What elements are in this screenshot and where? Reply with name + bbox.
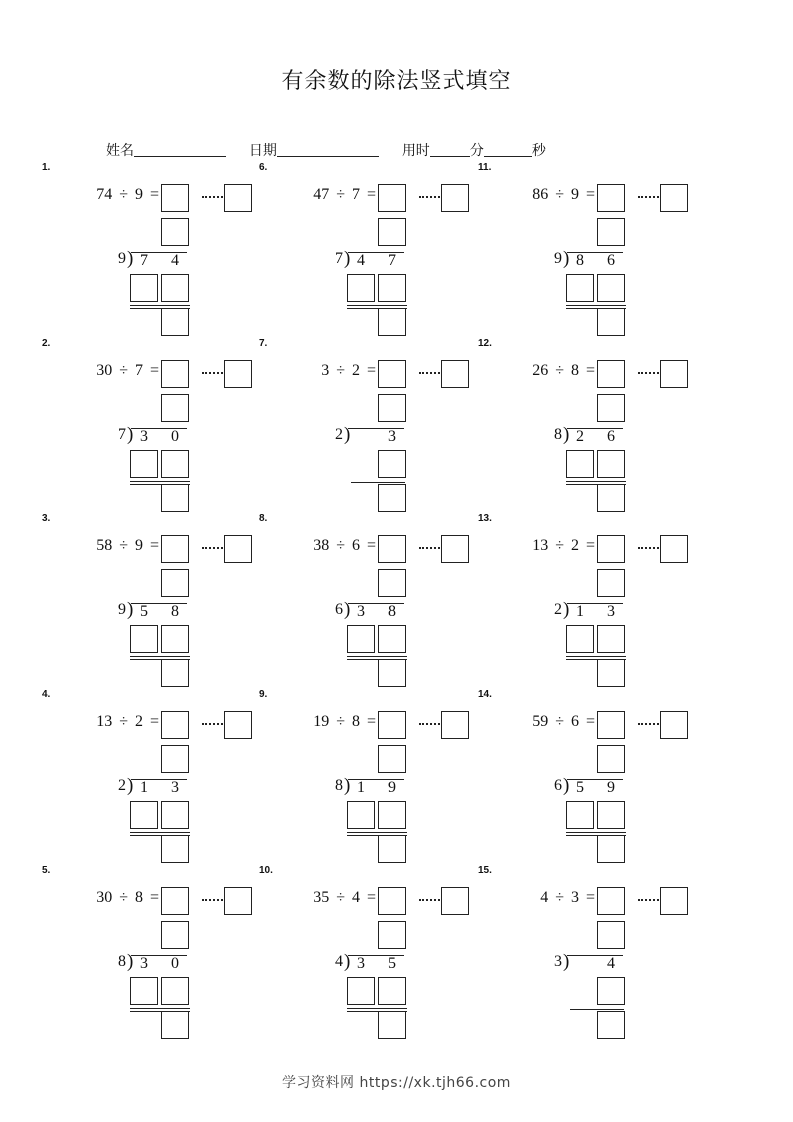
division-bracket: ) xyxy=(127,424,134,445)
remainder-box[interactable] xyxy=(597,1011,625,1039)
dividend: 19 xyxy=(313,713,330,730)
subtraction-line xyxy=(347,656,407,657)
division-expression xyxy=(64,186,159,204)
dividend: 35 xyxy=(313,889,330,906)
remainder-dots xyxy=(638,196,662,198)
subtraction-line xyxy=(130,1008,190,1009)
remainder-box[interactable] xyxy=(378,484,406,512)
product-tens-box[interactable] xyxy=(130,977,158,1005)
divisor: 2 xyxy=(134,713,143,730)
problem-4 xyxy=(42,689,272,859)
product-tens-box[interactable] xyxy=(130,801,158,829)
divisor: 9 xyxy=(134,186,143,203)
product-ones-box[interactable] xyxy=(378,977,406,1005)
division-bracket: ) xyxy=(127,951,134,972)
remainder-box[interactable] xyxy=(161,308,189,336)
product-tens-box[interactable] xyxy=(347,625,375,653)
quotient-answer-box[interactable] xyxy=(597,360,625,388)
dividend-ones-digit: 8 xyxy=(388,603,396,620)
remainder-answer-box[interactable] xyxy=(660,711,688,739)
page-title: 有余数的除法竖式填空 xyxy=(281,69,512,94)
long-division-divisor: 2 xyxy=(335,426,343,443)
product-ones-box[interactable] xyxy=(161,801,189,829)
remainder-answer-box[interactable] xyxy=(224,711,252,739)
problem-5 xyxy=(42,865,272,1035)
dividend: 59 xyxy=(532,713,549,730)
remainder-answer-box[interactable] xyxy=(660,887,688,915)
dividend-ones-digit: 6 xyxy=(607,252,615,269)
problem-number: 6. xyxy=(259,162,268,173)
name-label: 姓名 xyxy=(106,143,134,159)
long-division-divisor: 3 xyxy=(554,953,562,970)
problem-number: 9. xyxy=(259,689,268,700)
divide-sign: ÷ xyxy=(336,362,345,379)
dividend-ones-digit: 3 xyxy=(607,603,615,620)
problem-number: 11. xyxy=(478,162,492,173)
dividend-ones-digit: 3 xyxy=(388,428,396,445)
quotient-answer-box[interactable] xyxy=(378,711,406,739)
second-label: 秒 xyxy=(531,143,546,159)
division-bracket: ) xyxy=(563,775,570,796)
subtraction-line xyxy=(130,656,190,657)
remainder-answer-box[interactable] xyxy=(441,711,469,739)
remainder-answer-box[interactable] xyxy=(660,360,688,388)
divide-sign: ÷ xyxy=(555,713,564,730)
dividend-tens-digit: 1 xyxy=(357,779,365,796)
quotient-box[interactable] xyxy=(597,569,625,597)
quotient-answer-box[interactable] xyxy=(378,535,406,563)
remainder-box[interactable] xyxy=(378,659,406,687)
dividend: 4 xyxy=(540,889,549,906)
divide-sign: ÷ xyxy=(119,362,128,379)
remainder-dots xyxy=(638,723,662,725)
divisor: 9 xyxy=(134,537,143,554)
quotient-box[interactable] xyxy=(161,394,189,422)
equals-sign: = xyxy=(149,713,159,730)
dividend-ones-digit: 9 xyxy=(388,779,396,796)
problem-7 xyxy=(259,338,489,508)
product-tens-box[interactable] xyxy=(347,274,375,302)
division-bracket: ) xyxy=(563,951,570,972)
long-division-divisor: 2 xyxy=(118,777,126,794)
problem-number: 5. xyxy=(42,865,51,876)
divisor: 6 xyxy=(351,537,360,554)
dividend-tens-digit: 7 xyxy=(140,252,148,269)
subtraction-line xyxy=(130,832,190,833)
subtraction-line xyxy=(566,656,626,657)
remainder-dots xyxy=(419,723,443,725)
divide-sign: ÷ xyxy=(119,537,128,554)
division-expression xyxy=(281,186,376,204)
problem-9 xyxy=(259,689,489,859)
problem-12 xyxy=(478,338,708,508)
dividend: 38 xyxy=(313,537,330,554)
quotient-box[interactable] xyxy=(597,745,625,773)
remainder-answer-box[interactable] xyxy=(441,184,469,212)
product-ones-box[interactable] xyxy=(161,977,189,1005)
remainder-box[interactable] xyxy=(597,835,625,863)
dividend-ones-digit: 5 xyxy=(388,955,396,972)
equals-sign: = xyxy=(366,362,376,379)
quotient-box[interactable] xyxy=(597,394,625,422)
problem-13 xyxy=(478,513,708,683)
product-ones-box[interactable] xyxy=(161,625,189,653)
equals-sign: = xyxy=(366,537,376,554)
equals-sign: = xyxy=(149,186,159,203)
remainder-dots xyxy=(202,372,226,374)
subtraction-line xyxy=(347,305,407,306)
division-expression xyxy=(281,713,376,731)
dividend-tens-digit: 5 xyxy=(140,603,148,620)
quotient-box[interactable] xyxy=(597,218,625,246)
subtraction-line xyxy=(351,482,405,483)
dividend-tens-digit: 1 xyxy=(140,779,148,796)
divisor: 8 xyxy=(351,713,360,730)
date-blank[interactable] xyxy=(277,142,379,157)
problem-number: 12. xyxy=(478,338,492,349)
dividend: 30 xyxy=(96,889,113,906)
quotient-box[interactable] xyxy=(378,218,406,246)
dividend-ones-digit: 7 xyxy=(388,252,396,269)
quotient-box[interactable] xyxy=(161,921,189,949)
problem-11 xyxy=(478,162,708,332)
divisor: 7 xyxy=(134,362,143,379)
divisor: 6 xyxy=(570,713,579,730)
quotient-answer-box[interactable] xyxy=(597,887,625,915)
remainder-box[interactable] xyxy=(378,835,406,863)
dividend-tens-digit: 2 xyxy=(576,428,584,445)
remainder-dots xyxy=(202,547,226,549)
equals-sign: = xyxy=(366,889,376,906)
equals-sign: = xyxy=(585,362,595,379)
dividend-tens-digit: 3 xyxy=(357,955,365,972)
dividend: 26 xyxy=(532,362,549,379)
problem-14 xyxy=(478,689,708,859)
remainder-answer-box[interactable] xyxy=(441,535,469,563)
product-tens-box[interactable] xyxy=(566,274,594,302)
remainder-box[interactable] xyxy=(597,659,625,687)
equals-sign: = xyxy=(585,713,595,730)
product-ones-box[interactable] xyxy=(161,450,189,478)
product-ones-box[interactable] xyxy=(597,625,625,653)
long-division-divisor: 9 xyxy=(118,601,126,618)
dividend: 74 xyxy=(96,186,113,203)
remainder-answer-box[interactable] xyxy=(660,535,688,563)
problem-number: 10. xyxy=(259,865,273,876)
quotient-answer-box[interactable] xyxy=(161,711,189,739)
dividend: 3 xyxy=(321,362,330,379)
product-tens-box[interactable] xyxy=(347,801,375,829)
divisor: 8 xyxy=(570,362,579,379)
product-ones-box[interactable] xyxy=(378,450,406,478)
divisor: 8 xyxy=(134,889,143,906)
quotient-box[interactable] xyxy=(378,921,406,949)
quotient-answer-box[interactable] xyxy=(597,535,625,563)
division-expression xyxy=(500,889,595,907)
divisor: 3 xyxy=(570,889,579,906)
remainder-dots xyxy=(638,547,662,549)
remainder-answer-box[interactable] xyxy=(441,887,469,915)
product-tens-box[interactable] xyxy=(566,625,594,653)
divide-sign: ÷ xyxy=(119,889,128,906)
remainder-answer-box[interactable] xyxy=(224,184,252,212)
division-expression xyxy=(281,537,376,555)
quotient-box[interactable] xyxy=(378,569,406,597)
product-tens-box[interactable] xyxy=(566,450,594,478)
date-label: 日期 xyxy=(248,143,277,159)
product-ones-box[interactable] xyxy=(378,801,406,829)
problem-number: 8. xyxy=(259,513,268,524)
division-bracket: ) xyxy=(344,248,351,269)
minute-label: 分 xyxy=(469,143,484,159)
subtraction-line xyxy=(130,481,190,482)
dividend: 58 xyxy=(96,537,113,554)
quotient-box[interactable] xyxy=(161,218,189,246)
division-bracket: ) xyxy=(344,424,351,445)
quotient-answer-box[interactable] xyxy=(378,360,406,388)
quotient-box[interactable] xyxy=(161,569,189,597)
divisor: 2 xyxy=(351,362,360,379)
time-label: 用时 xyxy=(401,143,430,159)
divide-sign: ÷ xyxy=(555,362,564,379)
problem-6 xyxy=(259,162,492,332)
long-division-divisor: 9 xyxy=(554,250,562,267)
division-expression xyxy=(64,889,159,907)
equals-sign: = xyxy=(149,362,159,379)
dividend-ones-digit: 4 xyxy=(171,252,179,269)
division-expression xyxy=(500,713,595,731)
remainder-answer-box[interactable] xyxy=(441,360,469,388)
dividend: 47 xyxy=(313,186,330,203)
divide-sign: ÷ xyxy=(119,186,128,203)
subtraction-line xyxy=(347,832,407,833)
dividend: 13 xyxy=(96,713,113,730)
divisor: 4 xyxy=(351,889,360,906)
remainder-box[interactable] xyxy=(378,308,406,336)
problem-number: 2. xyxy=(42,338,51,349)
dividend-tens-digit: 4 xyxy=(357,252,365,269)
subtraction-line xyxy=(570,1009,624,1010)
dividend: 30 xyxy=(96,362,113,379)
long-division-divisor: 8 xyxy=(118,953,126,970)
product-ones-box[interactable] xyxy=(161,274,189,302)
quotient-box[interactable] xyxy=(378,394,406,422)
division-expression xyxy=(500,362,595,380)
long-division-divisor: 9 xyxy=(118,250,126,267)
problem-number: 3. xyxy=(42,513,51,524)
product-ones-box[interactable] xyxy=(597,801,625,829)
info-line xyxy=(106,140,546,160)
quotient-answer-box[interactable] xyxy=(378,887,406,915)
divide-sign: ÷ xyxy=(336,713,345,730)
divide-sign: ÷ xyxy=(555,186,564,203)
divisor: 7 xyxy=(351,186,360,203)
dividend-ones-digit: 0 xyxy=(171,955,179,972)
problem-number: 14. xyxy=(478,689,492,700)
remainder-dots xyxy=(419,196,443,198)
long-division-divisor: 4 xyxy=(335,953,343,970)
product-ones-box[interactable] xyxy=(378,625,406,653)
equals-sign: = xyxy=(149,537,159,554)
long-division-divisor: 7 xyxy=(118,426,126,443)
dividend-tens-digit: 3 xyxy=(140,428,148,445)
remainder-box[interactable] xyxy=(597,484,625,512)
remainder-box[interactable] xyxy=(161,1011,189,1039)
dividend-ones-digit: 6 xyxy=(607,428,615,445)
divide-sign: ÷ xyxy=(336,889,345,906)
division-bracket: ) xyxy=(127,775,134,796)
quotient-box[interactable] xyxy=(597,921,625,949)
dividend-ones-digit: 9 xyxy=(607,779,615,796)
problem-10 xyxy=(259,865,489,1035)
product-ones-box[interactable] xyxy=(378,274,406,302)
divisor: 2 xyxy=(570,537,579,554)
long-division-divisor: 8 xyxy=(554,426,562,443)
subtraction-line xyxy=(566,481,626,482)
quotient-answer-box[interactable] xyxy=(597,711,625,739)
remainder-answer-box[interactable] xyxy=(660,184,688,212)
time-minutes-blank[interactable] xyxy=(430,142,470,157)
remainder-dots xyxy=(638,899,662,901)
subtraction-line xyxy=(566,832,626,833)
quotient-box[interactable] xyxy=(378,745,406,773)
divisor: 9 xyxy=(570,186,579,203)
remainder-dots xyxy=(202,196,226,198)
division-bracket: ) xyxy=(563,424,570,445)
problem-1 xyxy=(42,162,272,332)
footer-watermark: 学习资料网 https://xk.tjh66.com xyxy=(282,1075,511,1091)
division-bracket: ) xyxy=(344,599,351,620)
dividend-ones-digit: 8 xyxy=(171,603,179,620)
remainder-answer-box[interactable] xyxy=(224,360,252,388)
time-seconds-blank[interactable] xyxy=(484,142,532,157)
remainder-box[interactable] xyxy=(597,308,625,336)
equals-sign: = xyxy=(585,537,595,554)
dividend: 13 xyxy=(532,537,549,554)
long-division-divisor: 2 xyxy=(554,601,562,618)
equals-sign: = xyxy=(585,186,595,203)
dividend-ones-digit: 4 xyxy=(607,955,615,972)
remainder-box[interactable] xyxy=(378,1011,406,1039)
problem-3 xyxy=(42,513,272,683)
product-tens-box[interactable] xyxy=(130,274,158,302)
problem-8 xyxy=(259,513,489,683)
division-expression xyxy=(64,713,159,731)
remainder-dots xyxy=(419,547,443,549)
remainder-dots xyxy=(202,723,226,725)
subtraction-line xyxy=(347,1008,407,1009)
product-tens-box[interactable] xyxy=(130,625,158,653)
dividend-tens-digit: 1 xyxy=(576,603,584,620)
division-bracket: ) xyxy=(127,599,134,620)
dividend-ones-digit: 0 xyxy=(171,428,179,445)
remainder-box[interactable] xyxy=(161,835,189,863)
problem-number: 15. xyxy=(478,865,492,876)
divide-sign: ÷ xyxy=(555,889,564,906)
divide-sign: ÷ xyxy=(336,186,345,203)
problem-number: 1. xyxy=(42,162,51,173)
dividend-tens-digit: 8 xyxy=(576,252,584,269)
product-ones-box[interactable] xyxy=(597,274,625,302)
subtraction-line xyxy=(130,305,190,306)
product-tens-box[interactable] xyxy=(130,450,158,478)
remainder-dots xyxy=(202,899,226,901)
dividend: 86 xyxy=(532,186,549,203)
division-expression xyxy=(64,362,159,380)
quotient-box[interactable] xyxy=(161,745,189,773)
product-ones-box[interactable] xyxy=(597,977,625,1005)
quotient-answer-box[interactable] xyxy=(597,184,625,212)
remainder-dots xyxy=(638,372,662,374)
equals-sign: = xyxy=(366,713,376,730)
division-bracket: ) xyxy=(344,951,351,972)
long-division-divisor: 7 xyxy=(335,250,343,267)
remainder-box[interactable] xyxy=(161,659,189,687)
dividend-tens-digit: 5 xyxy=(576,779,584,796)
division-bracket: ) xyxy=(127,248,134,269)
name-blank[interactable] xyxy=(134,142,226,157)
equals-sign: = xyxy=(585,889,595,906)
division-expression xyxy=(281,889,376,907)
dividend-tens-digit: 3 xyxy=(357,603,365,620)
remainder-box[interactable] xyxy=(161,484,189,512)
division-expression xyxy=(500,186,595,204)
long-division-divisor: 6 xyxy=(335,601,343,618)
quotient-answer-box[interactable] xyxy=(378,184,406,212)
remainder-dots xyxy=(419,372,443,374)
problem-number: 13. xyxy=(478,513,492,524)
division-expression xyxy=(64,537,159,555)
long-division-divisor: 6 xyxy=(554,777,562,794)
quotient-answer-box[interactable] xyxy=(161,360,189,388)
product-ones-box[interactable] xyxy=(597,450,625,478)
equals-sign: = xyxy=(366,186,376,203)
product-tens-box[interactable] xyxy=(566,801,594,829)
remainder-answer-box[interactable] xyxy=(224,535,252,563)
product-tens-box[interactable] xyxy=(347,977,375,1005)
division-bracket: ) xyxy=(563,248,570,269)
dividend-tens-digit: 3 xyxy=(140,955,148,972)
division-expression xyxy=(281,362,376,380)
remainder-dots xyxy=(419,899,443,901)
quotient-answer-box[interactable] xyxy=(161,535,189,563)
divide-sign: ÷ xyxy=(336,537,345,554)
dividend-ones-digit: 3 xyxy=(171,779,179,796)
division-expression xyxy=(500,537,595,555)
equals-sign: = xyxy=(149,889,159,906)
quotient-answer-box[interactable] xyxy=(161,184,189,212)
problem-15 xyxy=(478,865,708,1035)
long-division-divisor: 8 xyxy=(335,777,343,794)
problem-number: 4. xyxy=(42,689,51,700)
quotient-answer-box[interactable] xyxy=(161,887,189,915)
division-bracket: ) xyxy=(344,775,351,796)
divide-sign: ÷ xyxy=(119,713,128,730)
division-bracket: ) xyxy=(563,599,570,620)
subtraction-line xyxy=(566,305,626,306)
remainder-answer-box[interactable] xyxy=(224,887,252,915)
problem-2 xyxy=(42,338,272,508)
problem-number: 7. xyxy=(259,338,268,349)
divide-sign: ÷ xyxy=(555,537,564,554)
